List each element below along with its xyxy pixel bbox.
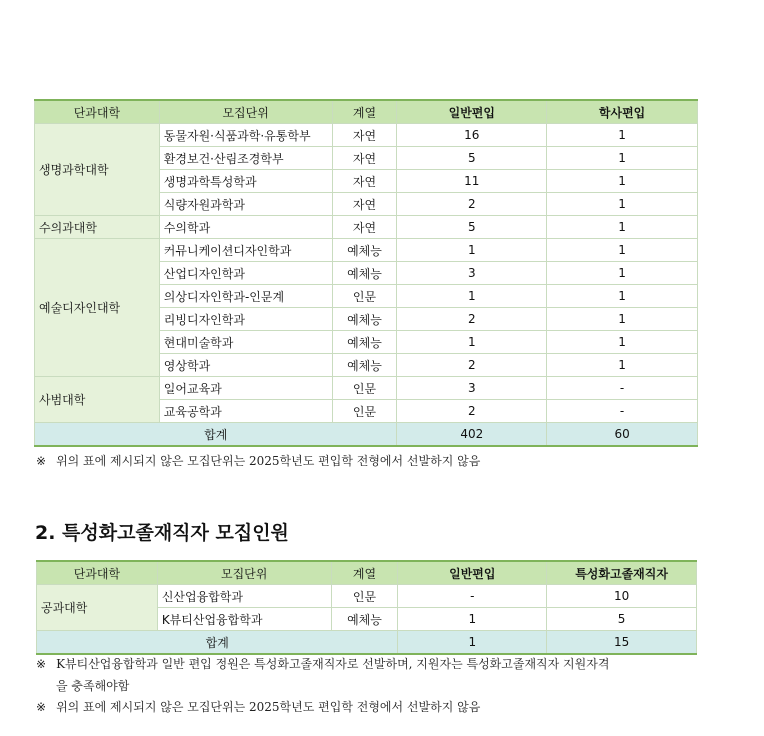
- header-track: 계열: [331, 561, 398, 585]
- track-cell: 예체능: [332, 239, 397, 262]
- general-cell: 3: [397, 262, 547, 285]
- table-row: [35, 216, 698, 239]
- general-cell: 2: [397, 308, 547, 331]
- bachelor-cell: 1: [547, 285, 698, 308]
- unit-cell: 일어교육과: [159, 377, 332, 400]
- bachelor-cell: 1: [547, 216, 698, 239]
- unit-cell: 수의학과: [159, 216, 332, 239]
- table-header-row: [35, 100, 698, 124]
- header-general: 일반편입: [397, 100, 547, 124]
- unit-cell: 환경보건·산림조경학부: [159, 147, 332, 170]
- bachelor-cell: 1: [547, 308, 698, 331]
- bachelor-cell: 1: [547, 124, 698, 147]
- track-cell: 인문: [331, 585, 398, 608]
- general-cell: 3: [397, 377, 547, 400]
- footnote-2-continued: [56, 677, 129, 694]
- footnote-3: [36, 698, 480, 715]
- total-label: 합계: [35, 423, 397, 447]
- header-special: 특성화고졸재직자: [547, 561, 697, 585]
- table-header-row: [37, 561, 697, 585]
- bachelor-cell: 1: [547, 170, 698, 193]
- header-college: 단과대학: [35, 100, 160, 124]
- note-text: 위의 표에 제시되지 않은 모집단위는 2025학년도 편입학 전형에서 선발하지 않음: [56, 454, 481, 468]
- college-cell: 수의과대학: [35, 216, 160, 239]
- bachelor-cell: 1: [547, 239, 698, 262]
- total-row: [35, 423, 698, 447]
- bachelor-cell: 1: [547, 193, 698, 216]
- total-bachelor: 60: [547, 423, 698, 447]
- unit-cell: 식량자원과학과: [159, 193, 332, 216]
- total-special: 15: [547, 631, 697, 655]
- table-row: [37, 585, 697, 608]
- track-cell: 예체능: [332, 262, 397, 285]
- footnote-2: [36, 655, 609, 672]
- track-cell: 인문: [332, 377, 397, 400]
- quota-table-1: [34, 99, 698, 447]
- college-cell: 생명과학대학: [35, 124, 160, 216]
- section-title: 2. 특성화고졸재직자 모집인원: [35, 522, 289, 544]
- track-cell: 자연: [332, 216, 397, 239]
- unit-cell: 의상디자인학과-인문계: [159, 285, 332, 308]
- quota-table-2: [36, 560, 697, 655]
- note-text: 위의 표에 제시되지 않은 모집단위는 2025학년도 편입학 전형에서 선발하지 않음: [56, 700, 481, 714]
- bachelor-cell: -: [547, 400, 698, 423]
- table-row: [35, 124, 698, 147]
- track-cell: 예체능: [332, 331, 397, 354]
- unit-cell: 현대미술학과: [159, 331, 332, 354]
- unit-cell: 산업디자인학과: [159, 262, 332, 285]
- college-cell: 예술디자인대학: [35, 239, 160, 377]
- note-text-continued: 을 충족해야함: [56, 679, 130, 693]
- total-general: 1: [398, 631, 547, 655]
- general-cell: 11: [397, 170, 547, 193]
- track-cell: 자연: [332, 170, 397, 193]
- bachelor-cell: 1: [547, 354, 698, 377]
- unit-cell: 커뮤니케이션디자인학과: [159, 239, 332, 262]
- note-text: K뷰티산업융합학과 일반 편입 정원은 특성화고졸재직자로 선발하며, 지원자는 특성화고졸재직자 지원자격: [56, 657, 610, 671]
- total-label: 합계: [37, 631, 398, 655]
- table-row: [35, 239, 698, 262]
- general-cell: 5: [397, 147, 547, 170]
- unit-cell: 동물자원·식품과학·유통학부: [159, 124, 332, 147]
- header-unit: 모집단위: [159, 100, 332, 124]
- header-track: 계열: [332, 100, 397, 124]
- track-cell: 자연: [332, 147, 397, 170]
- unit-cell: K뷰티산업융합학과: [157, 608, 331, 631]
- total-row: [37, 631, 697, 655]
- general-cell: 2: [397, 193, 547, 216]
- track-cell: 예체능: [332, 354, 397, 377]
- bachelor-cell: 1: [547, 147, 698, 170]
- header-bachelor: 학사편입: [547, 100, 698, 124]
- general-cell: 2: [397, 400, 547, 423]
- college-cell: 사범대학: [35, 377, 160, 423]
- bachelor-cell: 1: [547, 262, 698, 285]
- special-cell: 10: [547, 585, 697, 608]
- general-cell: 1: [397, 331, 547, 354]
- track-cell: 인문: [332, 400, 397, 423]
- college-cell: 공과대학: [37, 585, 158, 631]
- unit-cell: 생명과학특성학과: [159, 170, 332, 193]
- general-cell: -: [398, 585, 547, 608]
- bachelor-cell: 1: [547, 331, 698, 354]
- track-cell: 인문: [332, 285, 397, 308]
- bachelor-cell: -: [547, 377, 698, 400]
- track-cell: 예체능: [331, 608, 398, 631]
- general-cell: 2: [397, 354, 547, 377]
- special-cell: 5: [547, 608, 697, 631]
- note-mark: ※: [36, 657, 47, 671]
- general-cell: 5: [397, 216, 547, 239]
- unit-cell: 리빙디자인학과: [159, 308, 332, 331]
- header-college: 단과대학: [37, 561, 158, 585]
- general-cell: 1: [397, 239, 547, 262]
- general-cell: 1: [398, 608, 547, 631]
- unit-cell: 신산업융합학과: [157, 585, 331, 608]
- header-general: 일반편입: [398, 561, 547, 585]
- general-cell: 16: [397, 124, 547, 147]
- track-cell: 자연: [332, 193, 397, 216]
- track-cell: 자연: [332, 124, 397, 147]
- header-unit: 모집단위: [157, 561, 331, 585]
- unit-cell: 교육공학과: [159, 400, 332, 423]
- footnote-1: [36, 452, 480, 469]
- table-row: [35, 377, 698, 400]
- total-general: 402: [397, 423, 547, 447]
- note-mark: ※: [36, 454, 47, 468]
- general-cell: 1: [397, 285, 547, 308]
- track-cell: 예체능: [332, 308, 397, 331]
- unit-cell: 영상학과: [159, 354, 332, 377]
- note-mark: ※: [36, 700, 47, 714]
